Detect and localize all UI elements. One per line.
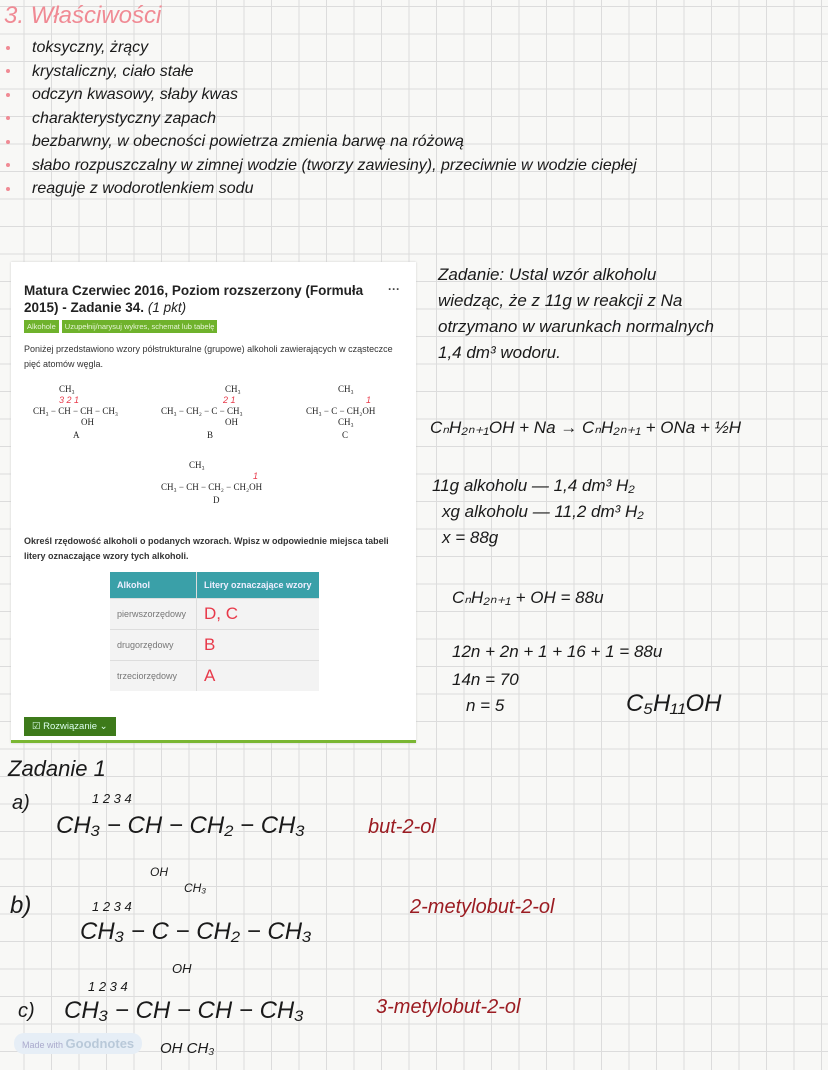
final-formula: C₅H₁₁OH — [626, 690, 722, 717]
carbon-numbering: 2 1 — [223, 395, 236, 405]
list-item — [6, 154, 826, 178]
exam-task-card — [11, 262, 416, 743]
properties-list — [6, 36, 826, 201]
points-label: (1 pkt) — [147, 300, 187, 315]
column-header: Litery oznaczające wzory — [197, 572, 319, 599]
bullet-text: odczyn kwasowy, słaby kwas — [32, 86, 238, 103]
list-item — [6, 36, 826, 60]
table-row: trzeciorzędowy A — [110, 661, 319, 692]
chevron-down-icon: ⌄ — [97, 721, 108, 732]
exercise-title: Zadanie 1 — [8, 756, 106, 781]
carbon-numbering: 1 2 3 4 — [92, 899, 132, 914]
carbon-numbering: 3 2 1 — [59, 395, 80, 405]
equation-n: n = 5 — [466, 696, 505, 715]
answer-table — [110, 572, 319, 691]
column-header: Alkohol — [110, 572, 197, 599]
list-item — [6, 107, 826, 131]
bullet-text: krystaliczny, ciało stałe — [32, 62, 194, 80]
proportion-line-1: 11g alkoholu — 1,4 dm³ H₂ — [432, 476, 635, 495]
tag-alkohole[interactable]: Alkohole — [24, 320, 59, 333]
task-description: Poniżej przedstawiono wzory półstrukturalne (grupowe) alkoholi zawierających w cząsteczce pięć atomów węgla. — [24, 344, 393, 369]
bullet-icon — [6, 116, 10, 120]
list-item — [6, 60, 826, 84]
structural-formula: CH₃ − CH − CH − CH₃ — [64, 997, 304, 1024]
equation-14n: 14n = 70 — [452, 670, 519, 689]
task-question: Określ rzędowość alkoholi o podanych wzorach. Wpisz w odpowiednie miejsca tabeli litery oznaczające wzory tych alkoholi. — [24, 536, 389, 561]
structural-formula: CH₃ − C − CH₂ − CH₃ — [80, 918, 312, 945]
answer-cell[interactable]: B — [197, 630, 319, 661]
list-item — [6, 177, 826, 201]
bullet-icon — [6, 46, 10, 50]
bullet-icon — [6, 69, 10, 73]
compound-name: 2-metylobut-2-ol — [410, 896, 555, 918]
tag-task-type[interactable]: Uzupełnij/narysuj wykres, schemat lub tabelę — [62, 320, 218, 333]
bullet-icon — [6, 187, 10, 191]
goodnotes-watermark: Made with Goodnotes — [14, 1033, 142, 1054]
bullet-text: słabo rozpuszczalny w zimnej wodzie (tworzy zawiesiny), przeciwnie w wodzie ciepłej — [32, 156, 637, 174]
answer-cell[interactable]: A — [197, 661, 319, 692]
compound-name: 3-metylobut-2-ol — [376, 996, 521, 1018]
bullet-text: charakterystyczny zapach — [32, 109, 217, 127]
formula-b: CH₃ 2 1 CH₃ − CH₂ − C − CH₃ OH B — [161, 384, 243, 440]
molar-mass-equation: CₙH₂ₙ₊₁ + OH = 88u — [452, 588, 604, 607]
bullet-icon — [6, 140, 10, 144]
reaction-equation: CₙH₂ₙ₊₁OH + Na → CₙH₂ₙ₊₁ + ONa + ½H — [430, 418, 742, 437]
result-x: x = 88g — [442, 528, 499, 547]
formula-a: CH₃ 3 2 1 CH₃ − CH − CH − CH₃ OH A — [33, 384, 119, 440]
formula-c: CH₃ 1 CH₃ − C − CH₂OH CH₃ C — [306, 384, 376, 440]
edit-icon: ☑ — [32, 721, 44, 732]
bullet-icon — [6, 163, 10, 167]
task-statement: Zadanie: Ustal wzór alkoholu wiedząc, że z 11g w reakcji z Na otrzymano w warunkach normalnych 1,4 dm³ wodoru. — [438, 265, 714, 362]
card-title: Matura Czerwiec 2016, Poziom rozszerzony (Formuła 2015) - Zadanie 34. (1 pkt) — [24, 283, 364, 315]
bullet-text: toksyczny, żrący — [32, 39, 149, 56]
proportion-line-2: xg alkoholu — 11,2 dm³ H₂ — [442, 502, 644, 521]
formula-d: CH₃ 1 CH₃ − CH − CH₂ − CH₂OH D — [161, 460, 263, 505]
carbon-numbering: 1 — [366, 395, 372, 405]
bullet-icon — [6, 93, 10, 97]
carbon-numbering: 1 2 3 4 — [92, 791, 132, 806]
more-options-button[interactable]: ··· — [388, 282, 400, 296]
bullet-text: reaguje z wodorotlenkiem sodu — [32, 180, 254, 197]
table-row: drugorzędowy B — [110, 630, 319, 661]
solution-button[interactable]: ☑ Rozwiązanie ⌄ — [24, 717, 116, 736]
bullet-text: bezbarwny, w obecności powietrza zmienia barwę na różową — [32, 133, 464, 150]
compound-name: but-2-ol — [368, 816, 436, 838]
structural-formula: CH₃ − CH − CH₂ − CH₃ — [56, 812, 305, 839]
carbon-numbering: 1 2 3 4 — [88, 979, 128, 994]
answer-cell[interactable]: D, C — [197, 599, 319, 630]
table-row: pierwszorzędowy D, C — [110, 599, 319, 630]
sum-equation: 12n + 2n + 1 + 16 + 1 = 88u — [452, 642, 663, 661]
section-title: 3. Właściwości — [4, 2, 162, 29]
carbon-numbering: 1 — [253, 471, 259, 481]
list-item — [6, 83, 826, 107]
list-item — [6, 130, 826, 154]
